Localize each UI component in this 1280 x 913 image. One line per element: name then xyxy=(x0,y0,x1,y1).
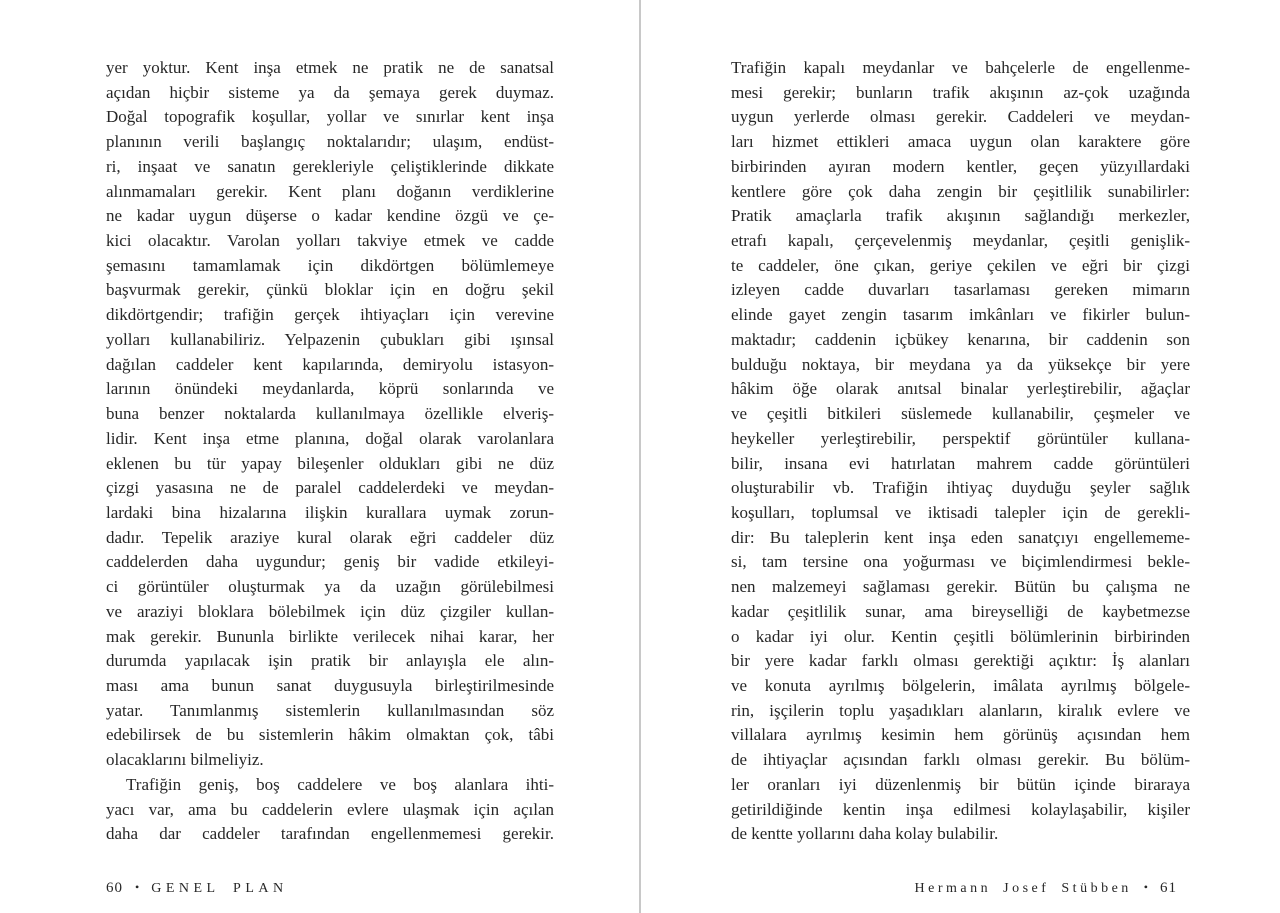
text-line: dadır. Tepelik araziye kural olarak eğri caddeler düz xyxy=(106,527,554,547)
text-line: ci görüntüler oluşturmak ya da uzağın görülebilmesi xyxy=(106,577,554,597)
text-line: villalara ayrılmış kesimin hem görünüş açısından hem xyxy=(731,725,1190,745)
text-line: ler oranları iyi düzenlenmiş bir bütün içinde biraraya xyxy=(731,774,1190,794)
section-title: GENEL PLAN xyxy=(151,881,288,896)
text-line: de ihtiyaçlar açısından farklı olması gerekir. Bu bölüm- xyxy=(731,750,1190,770)
text-line: caddelerden daha uygundur; geniş bir vadide etkileyi- xyxy=(106,552,554,572)
text-line: bulduğu noktaya, bir meydana ya da yüksekçe bir yere xyxy=(731,354,1190,374)
footer-bullet-icon: • xyxy=(135,880,140,894)
text-line: Doğal topografik koşullar, yollar ve sınırlar kent inşa xyxy=(106,107,554,127)
left-page-body-text xyxy=(106,56,554,847)
text-line: lardaki bina hizalarına ilişkin kurallara uymak zorun- xyxy=(106,502,554,522)
text-line: hâkim öğe olarak anıtsal binalar yerleştirebilir, ağaçlar xyxy=(731,379,1190,399)
text-line: eklenen bu tür yapay bileşenler oldukları gibi ne düz xyxy=(106,453,554,473)
text-line: ve çeşitli bitkileri süslemede kullanabilir, çeşmeler ve xyxy=(731,404,1190,424)
text-line: şemasını tamamlamak için dikdörtgen bölümlemeye xyxy=(106,255,554,275)
text-line: getirildiğinde kentin inşa edilmesi kolaylaşabilir, kişiler xyxy=(731,799,1190,819)
text-line: başvurmak gerekir, çünkü bloklar için en doğru şekil xyxy=(106,280,554,300)
text-line: heykeller yerleştirebilir, perspektif görüntüler kullana- xyxy=(731,428,1190,448)
text-line: ve konuta ayrılmış bölgelerin, imâlata ayrılmış bölgele- xyxy=(731,675,1190,695)
right-page-body-text xyxy=(731,56,1190,847)
text-line: ri, inşaat ve sanatın gerekleriyle çeliştiklerinde dikkate xyxy=(106,156,554,176)
text-line: buna benzer noktalarda kullanılmaya özellikle elveriş- xyxy=(106,404,554,424)
right-page-number: 61 xyxy=(1160,880,1177,896)
text-line: yatar. Tanımlanmış sistemlerin kullanılmasından söz xyxy=(106,700,554,720)
text-line: lidir. Kent inşa etme planına, doğal olarak varolanlara xyxy=(106,428,554,448)
text-line: açıdan hiçbir sisteme ya da şemaya gerek duymaz. xyxy=(106,82,554,102)
text-line: yacı var, ama bu caddelerin evlere ulaşmak için açılan xyxy=(106,799,554,819)
text-line: elinde gayet zengin tasarım imkânları ve fikirler bulun- xyxy=(731,305,1190,325)
text-line: Pratik amaçlarla trafik akışının sağlandığı merkezler, xyxy=(731,206,1190,226)
text-line: durumda yapılacak işin pratik bir anlayışla ele alın- xyxy=(106,651,554,671)
text-line: kici olacaktır. Varolan yolları takviye etmek ve cadde xyxy=(106,231,554,251)
text-line: mak gerekir. Bununla birlikte verilecek nihai karar, her xyxy=(106,626,554,646)
text-line: nen malzemeyi sağlaması gerekir. Bütün bu çalışma ne xyxy=(731,577,1190,597)
text-line: yer yoktur. Kent inşa etmek ne pratik ne de sanatsal xyxy=(106,58,554,77)
text-line: dağılan caddeler kent kapılarında, demiryolu istasyon- xyxy=(106,354,554,374)
text-line: alınmamaları gerekir. Kent planı doğanın verdiklerine xyxy=(106,181,554,201)
text-line: rin, işçilerin toplu yaşadıkları alanların, kiralık evlere ve xyxy=(731,700,1190,720)
text-line: etrafı kapalı, çerçevelenmiş meydanlar, çeşitli genişlik- xyxy=(731,231,1190,251)
text-line: de kentte yollarını daha kolay bulabilir. xyxy=(731,824,999,844)
text-line: Trafiğin geniş, boş caddelere ve boş alanlara ihti- xyxy=(126,774,554,794)
left-page-footer xyxy=(106,880,288,897)
text-line: Trafiğin kapalı meydanlar ve bahçelerle de engellenme- xyxy=(731,58,1190,77)
text-line: edebilirsek de bu sistemlerin hâkim olmaktan çok, tâbi xyxy=(106,725,554,745)
text-line: mesi gerekir; bunların trafik akışının az-çok uzağında xyxy=(731,82,1190,102)
text-line: te caddeler, öne çıkan, geriye çekilen ve eğri bir çizgi xyxy=(731,255,1190,275)
text-line: oluşturabilir vb. Trafiğin ihtiyaç duyduğu şeyler sağlık xyxy=(731,478,1190,498)
text-line: bir yere kadar farklı olması gerektiği açıktır: İş alanları xyxy=(731,651,1190,671)
text-line: yolları kullanabiliriz. Yelpazenin çubukları gibi ışınsal xyxy=(106,329,554,349)
right-page-footer xyxy=(915,880,1177,897)
text-line: olacaklarını bilmeliyiz. xyxy=(106,750,264,770)
left-page-number: 60 xyxy=(106,880,123,896)
page-divider xyxy=(639,0,641,913)
text-line: daha dar caddeler tarafından engellenmemesi gerekir. xyxy=(106,824,554,844)
text-line: kadar çeşitlilik sunar, ama bireyselliği de kaybetmezse xyxy=(731,601,1190,621)
text-line: ları hizmet ettikleri amaca uygun olan karaktere göre xyxy=(731,132,1190,152)
text-line: o kadar iyi olur. Kentin çeşitli bölümlerinin birbirinden xyxy=(731,626,1190,646)
text-line: birbirinden ayıran modern kentler, geçen yüzyıllardaki xyxy=(731,156,1190,176)
text-line: kentlere göre çok daha zengin bir çeşitlilik sunabilirler: xyxy=(731,181,1190,201)
text-line: ması ama bunun sanat duygusuyla birleştirilmesinde xyxy=(106,675,554,695)
text-line: larının önündeki meydanlarda, köprü sonlarında ve xyxy=(106,379,554,399)
text-line: si, tam tersine ona yoğurması ve biçimlendirmesi bekle- xyxy=(731,552,1190,572)
text-line: maktadır; caddenin içbükey kenarına, bir caddenin son xyxy=(731,329,1190,349)
text-line: ne kadar uygun düşerse o kadar kendine özgü ve çe- xyxy=(106,206,554,226)
author-name: Hermann Josef Stübben xyxy=(914,881,1132,896)
text-line: izleyen cadde duvarları tasarlaması gereken mimarın xyxy=(731,280,1190,300)
text-line: planının verili başlangıç noktalarıdır; ulaşım, endüst- xyxy=(106,132,554,152)
text-line: bilir, insana evi hatırlatan mahrem cadde görüntüleri xyxy=(731,453,1190,473)
text-line: dikdörtgendir; trafiğin gerçek ihtiyaçları için verevine xyxy=(106,305,554,325)
text-line: koşulları, toplumsal ve iktisadi talepler için de gerekli- xyxy=(731,502,1190,522)
text-line: dir: Bu taleplerin kent inşa eden sanatçıyı engellememe- xyxy=(731,527,1190,547)
text-line: ve araziyi bloklara bölebilmek için düz çizgiler kullan- xyxy=(106,601,554,621)
footer-bullet-icon: • xyxy=(1143,880,1148,894)
text-line: uygun yerlerde olması gerekir. Caddeleri ve meydan- xyxy=(731,107,1190,127)
text-line: çizgi yasasına ne de paralel caddelerdeki ve meydan- xyxy=(106,478,554,498)
